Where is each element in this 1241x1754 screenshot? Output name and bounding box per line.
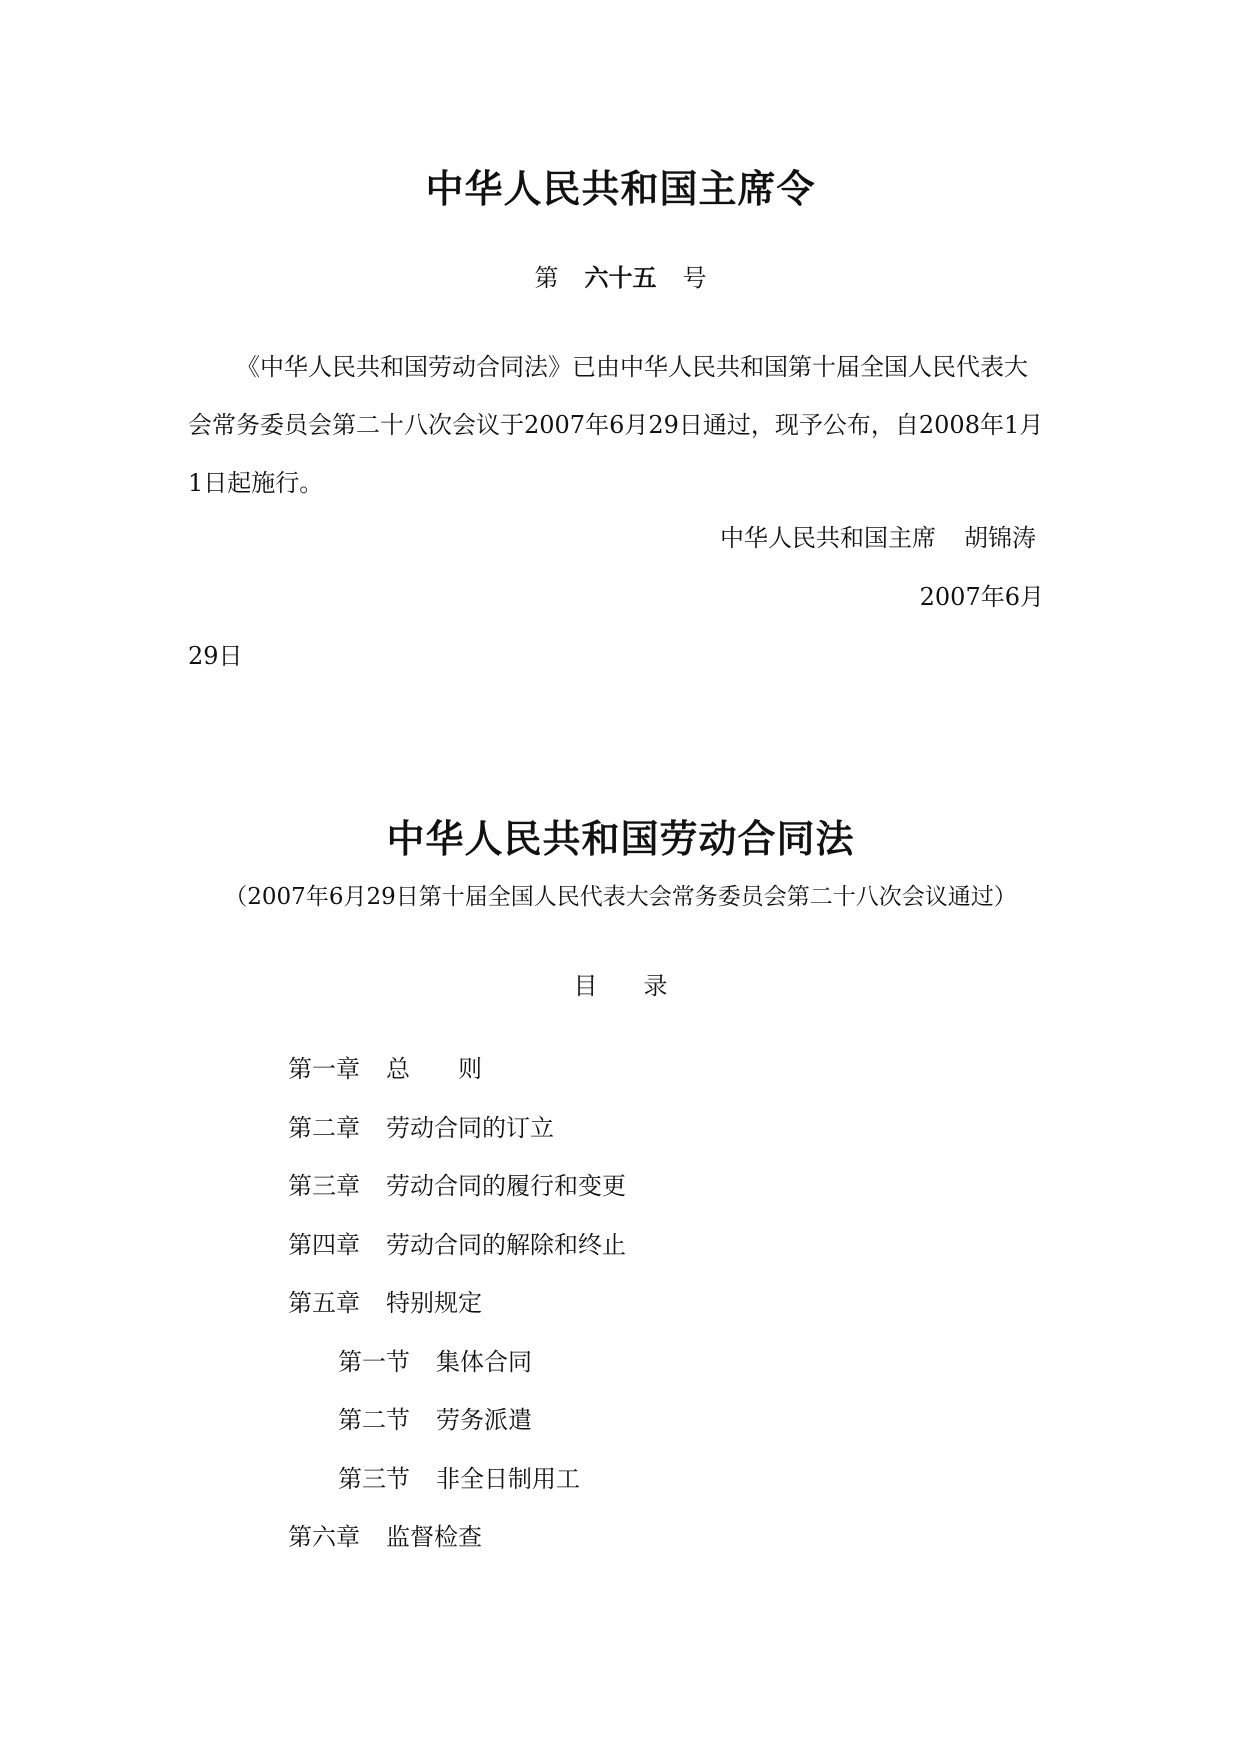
order-date-line1: 2007年6月 [919, 583, 1044, 611]
law-title: 中华人民共和国劳动合同法 [386, 816, 855, 861]
toc-item-title: 劳动合同的解除和终止 [386, 1230, 626, 1259]
toc-item-number: 第三章 [288, 1172, 360, 1200]
order-number-line [0, 258, 1241, 293]
toc-item-section-1 [288, 1333, 626, 1392]
toc-item-title: 集体合同 [436, 1347, 532, 1376]
toc-item-number: 第六章 [288, 1523, 360, 1551]
toc-item-number: 第三节 [338, 1464, 410, 1493]
law-subtitle: （2007年6月29日第十届全国人民代表大会常务委员会第二十八次会议通过） [224, 884, 1017, 910]
toc-item-title: 特别规定 [386, 1289, 482, 1317]
toc-item-chapter-1 [288, 1040, 626, 1099]
toc-item-title: 劳务派遣 [436, 1406, 532, 1434]
toc-item-title: 总 则 [386, 1055, 482, 1083]
toc-item-title: 非全日制用工 [436, 1464, 580, 1493]
toc-item-chapter-4 [288, 1216, 626, 1275]
order-title: 中华人民共和国主席令 [425, 166, 816, 211]
toc-item-title: 劳动合同的订立 [386, 1113, 554, 1142]
toc-heading-right: 录 [643, 972, 668, 1000]
order-body-paragraph: 《中华人民共和国劳动合同法》已由中华人民共和国第十届全国人民代表大会常务委员会第二十八次会议于2007年6月29日通过，现予公布，自2008年1月1日起施行。 [188, 353, 1044, 497]
toc-item-number: 第一章 [288, 1055, 360, 1083]
toc-item-number: 第二节 [338, 1406, 410, 1434]
toc-item-number: 第四章 [288, 1230, 360, 1259]
toc-item-section-3 [288, 1450, 626, 1509]
toc-item-section-2 [288, 1391, 626, 1450]
toc-item-number: 第二章 [288, 1113, 360, 1142]
table-of-contents [288, 1040, 626, 1567]
signer-title: 中华人民共和国主席 [720, 524, 936, 552]
toc-heading-left: 目 [573, 972, 598, 1000]
order-signature [720, 518, 1036, 553]
toc-item-number: 第一节 [338, 1347, 410, 1376]
toc-item-title: 劳动合同的履行和变更 [386, 1172, 626, 1200]
toc-item-chapter-6 [288, 1508, 626, 1567]
toc-item-title: 监督检查 [386, 1523, 482, 1551]
toc-item-chapter-5 [288, 1274, 626, 1333]
order-number: 六十五 [584, 263, 657, 292]
toc-item-number: 第五章 [288, 1289, 360, 1317]
toc-item-chapter-3 [288, 1157, 626, 1216]
order-number-suffix: 号 [682, 264, 707, 292]
toc-item-chapter-2 [288, 1099, 626, 1158]
signer-name: 胡锦涛 [964, 524, 1036, 552]
toc-heading [0, 966, 1241, 1001]
order-date-line2: 29日 [188, 642, 243, 670]
order-number-prefix: 第 [534, 264, 559, 292]
